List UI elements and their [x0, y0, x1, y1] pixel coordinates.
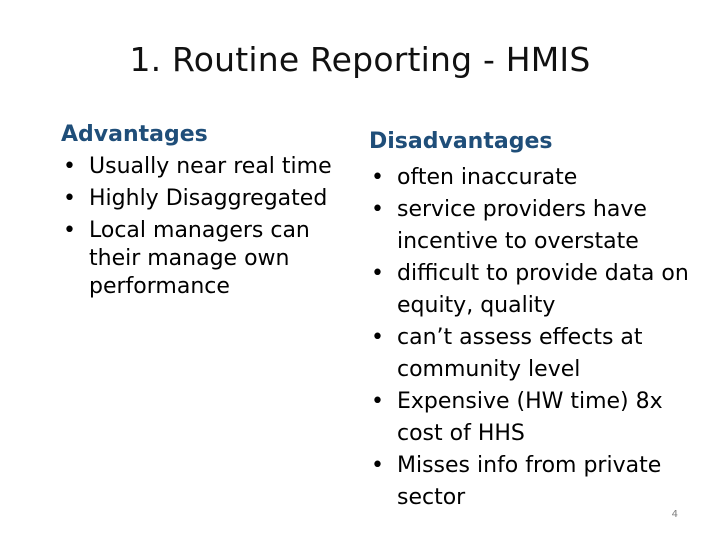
- page-number: 4: [671, 509, 678, 520]
- advantages-column: [61, 121, 351, 305]
- list-item: [369, 322, 699, 386]
- slide-title: 1. Routine Reporting - HMIS: [129, 40, 591, 79]
- list-item: [369, 258, 699, 322]
- disadvantages-heading: Disadvantages: [369, 129, 553, 154]
- list-item: [369, 162, 699, 194]
- bullet-icon: •: [371, 453, 384, 478]
- disadvantages-list: [369, 162, 699, 514]
- bullet-icon: •: [371, 165, 384, 190]
- advantages-heading: Advantages: [61, 122, 208, 147]
- disadvantages-column: [369, 128, 699, 514]
- disadvantage-text: often inaccurate: [397, 165, 578, 190]
- disadvantage-text: can’t assess effects at community level: [397, 325, 643, 382]
- disadvantage-text: Misses info from private sector: [397, 453, 662, 510]
- advantage-text: Highly Disaggregated: [89, 186, 328, 211]
- list-item: [369, 194, 699, 258]
- advantages-list: [61, 153, 351, 301]
- bullet-icon: •: [371, 389, 384, 414]
- disadvantage-text: service providers have incentive to overstate: [397, 197, 647, 254]
- disadvantage-text: difficult to provide data on equity, quality: [397, 261, 689, 318]
- list-item: [61, 185, 351, 213]
- bullet-icon: •: [371, 261, 384, 286]
- disadvantage-text: Expensive (HW time) 8x cost of HHS: [397, 389, 663, 446]
- list-item: [61, 153, 351, 181]
- bullet-icon: •: [63, 154, 76, 179]
- bullet-icon: •: [63, 218, 76, 243]
- bullet-icon: •: [63, 186, 76, 211]
- list-item: [61, 217, 351, 301]
- advantage-text: Usually near real time: [89, 154, 332, 179]
- bullet-icon: •: [371, 197, 384, 222]
- advantage-text: Local managers can their manage own performance: [89, 218, 310, 299]
- list-item: [369, 386, 699, 450]
- list-item: [369, 450, 699, 514]
- bullet-icon: •: [371, 325, 384, 350]
